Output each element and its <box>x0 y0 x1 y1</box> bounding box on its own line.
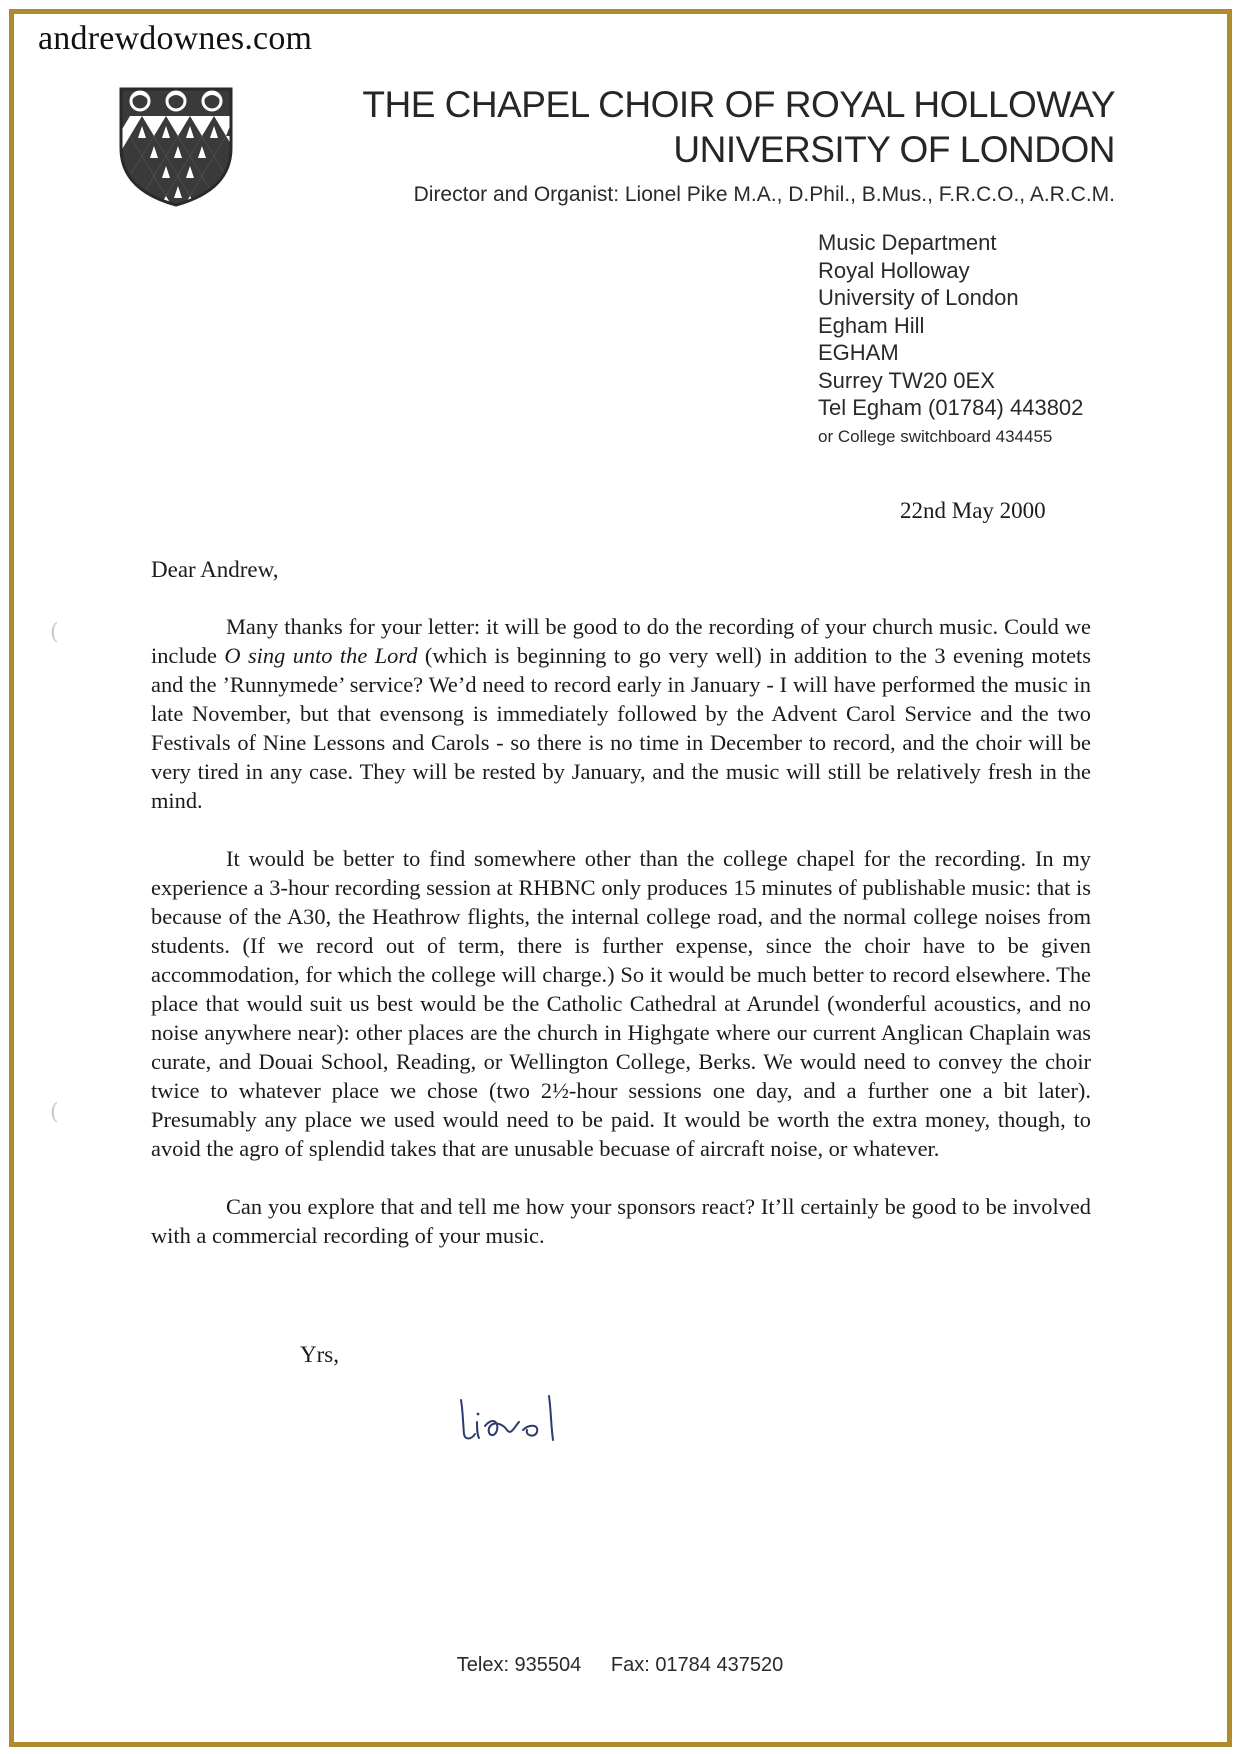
address-line: University of London <box>818 285 1019 310</box>
switchboard-line: or College switchboard 434455 <box>818 426 1053 446</box>
closing: Yrs, <box>300 1342 339 1367</box>
letter-body <box>151 612 1091 1279</box>
letter-date: 22nd May 2000 <box>900 498 1046 523</box>
address-line: Royal Holloway <box>818 257 970 283</box>
fax-number: Fax: 01784 437520 <box>610 1654 784 1676</box>
heraldic-shield-icon <box>118 86 234 208</box>
body-paragraph: Many thanks for your letter: it will be good to do the recording of your church music. Could we include O sing unto the Lord (which is beginning to go very well) in addition to the 3 evening motets and the ’Runnymede’ service? We’d need to record early in January - I will have performed the music in late November, but that evensong is immediately followed by the Advent Carol Service and the two Festivals of Nine Lessons and Carols - so there is no time in December to record, and the choir will be very tired in any case. They will be rested by January, and the music will still be relatively fresh in the mind. <box>151 614 1091 813</box>
telex-number: Telex: 935504 <box>456 1654 582 1676</box>
site-watermark: andrewdownes.com <box>38 20 313 57</box>
sender-address <box>818 229 1083 452</box>
address-line: Tel Egham (01784) 443802 <box>818 395 1084 420</box>
address-line: Music Department <box>818 230 997 255</box>
margin-mark: ( <box>50 620 59 645</box>
director-line: Director and Organist: Lionel Pike M.A., D.Phil., B.Mus., F.R.C.O., A.R.C.M. <box>413 183 1115 206</box>
letterhead-title-line2: UNIVERSITY OF LONDON <box>673 129 1115 170</box>
title-italic: O sing unto the Lord <box>224 643 418 668</box>
address-line: Egham Hill <box>818 312 925 338</box>
handwritten-signature <box>455 1390 595 1450</box>
margin-mark: ( <box>50 1100 59 1125</box>
footer <box>0 1654 1240 1677</box>
letterhead-title-line1: THE CHAPEL CHOIR OF ROYAL HOLLOWAY <box>362 84 1115 125</box>
salutation: Dear Andrew, <box>151 557 279 582</box>
body-paragraph: It would be better to find somewhere other than the college chapel for the recording. In my experience a 3-hour recording session at RHBNC only produces 15 minutes of publishable music: that is because of the A30, the Heathrow flights, the internal college road, and the normal college noises from students. (If we record out of term, there is further expense, since the choir have to be given accommodation, for which the college will charge.) So it would be much better to record elsewhere. The place that would suit us best would be the Catholic Cathedral at Arundel (wonderful acoustics, and no noise anywhere near): other places are the church in Highgate where our current Anglican Chaplain was curate, and Douai School, Reading, or Wellington College, Berks. We would need to convey the choir twice to whatever place we chose (two 2½-hour sessions one day, and a further one a bit later). Presumably any place we used would need to be paid. It would be worth the extra money, though, to avoid the agro of splendid takes that are unusable becuase of aircraft noise, or whatever. <box>151 846 1091 1161</box>
address-line: Surrey TW20 0EX <box>818 367 995 393</box>
address-line: EGHAM <box>818 340 899 365</box>
letterhead-title <box>362 82 1115 172</box>
body-paragraph: Can you explore that and tell me how your sponsors react? It’ll certainly be good to be involved with a commercial recording of your music. <box>151 1194 1091 1248</box>
